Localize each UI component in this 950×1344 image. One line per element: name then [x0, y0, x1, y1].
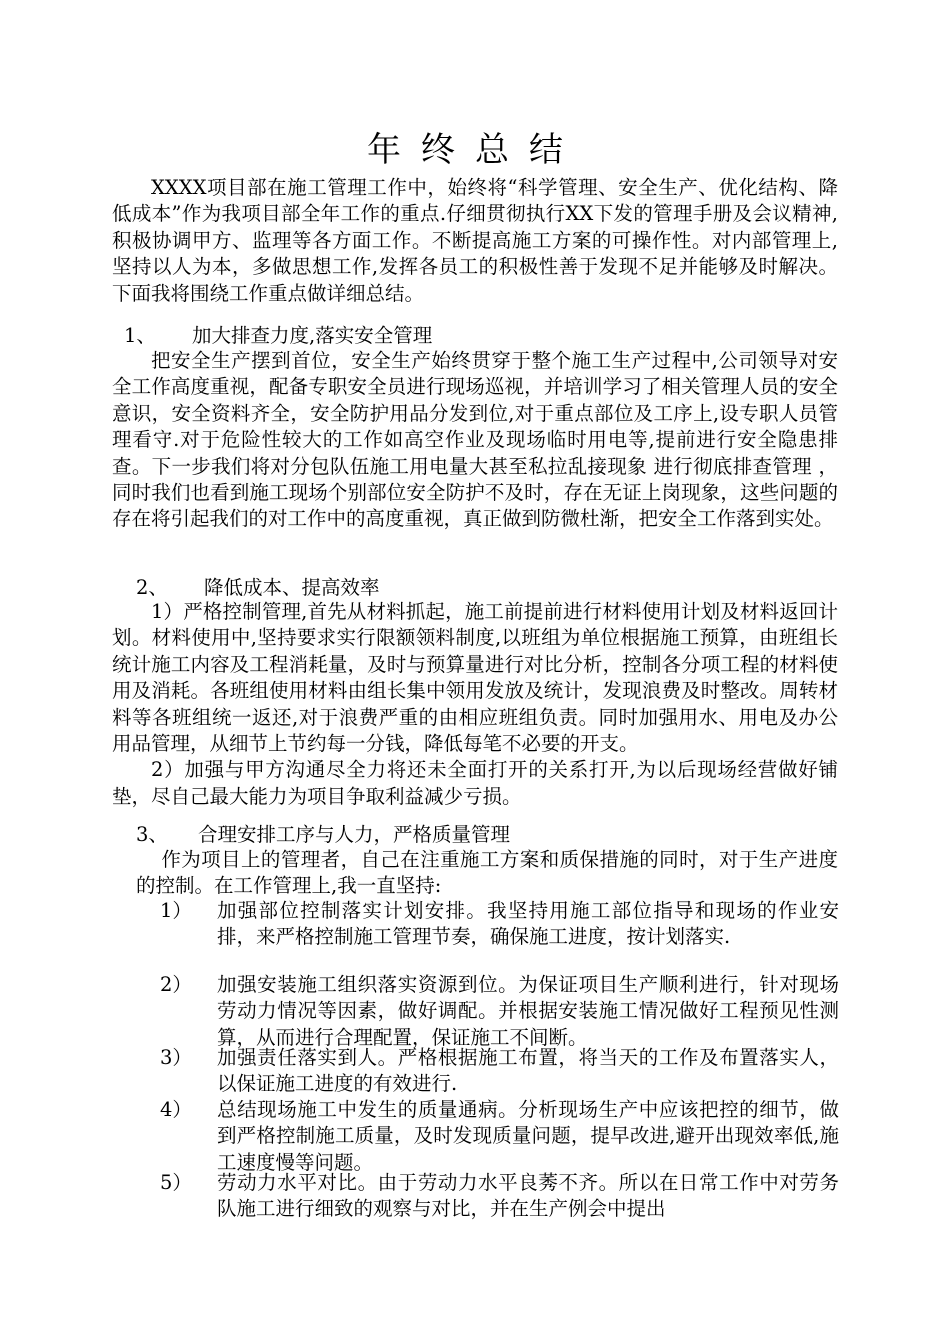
- section-2-body: [112, 599, 838, 810]
- section-2-title: 降低成本、提高效率: [204, 576, 380, 599]
- section-2-paragraph-1: 1）严格控制管理,首先从材料抓起，施工前提前进行材料使用计划及材料返回计划。材料使用中,坚持要求实行限额领料制度,以班组为单位根据施工预算，由班组长统计施工内容及工程消耗量，及时与预算量进行对比分析，控制各分项工程的材料使用及消耗。各班组使用材料由组长集中领用发放及统计，发现浪费及时整改。周转材料等各班组统一返还,对于浪费严重的由相应班组负责。同时加强用水、用电及办公用品管理，从细节上节约每一分钱，降低每笔不必要的开支。: [112, 600, 838, 756]
- list-item-4-number: 4）: [160, 1098, 192, 1121]
- section-3-paragraph: 作为项目上的管理者，自己在注重施工方案和质保措施的同时，对于生产进度的控制。在工作管理上,我一直坚持:: [136, 848, 838, 898]
- section-1-body: [112, 348, 838, 533]
- section-2-paragraph-2: 2）加强与甲方沟通尽全力将还未全面打开的关系打开,为以后现场经营做好铺垫，尽自己最大能力为项目争取利益减少亏损。: [112, 758, 838, 808]
- list-item-1-text: 加强部位控制落实计划安排。我坚持用施工部位指导和现场的作业安排，来严格控制施工管理节奏，确保施工进度，按计划落实.: [217, 899, 839, 949]
- section-2-heading: [136, 575, 380, 601]
- list-item-2-number: 2）: [160, 973, 192, 996]
- section-1-heading: [124, 323, 432, 349]
- list-item-5-number: 5）: [160, 1171, 192, 1194]
- section-3-body: [136, 847, 838, 900]
- section-3-number: 3、: [136, 823, 168, 846]
- section-1-title: 加大排查力度,落实安全管理: [192, 324, 433, 347]
- list-item-5-text: 劳动力水平对比。由于劳动力水平良莠不齐。所以在日常工作中对劳务队施工进行细致的观察与对比，并在生产例会中提出: [217, 1171, 839, 1221]
- section-1-paragraph: 把安全生产摆到首位，安全生产始终贯穿于整个施工生产过程中,公司领导对安全工作高度重视，配备专职安全员进行现场巡视，并培训学习了相关管理人员的安全意识，安全资料齐全，安全防护用品分发到位,对于重点部位及工序上,设专职人员管理看守.对于危险性较大的工作如高空作业及现场临时用电等,提前进行安全隐患排查。下一步我们将对分包队伍施工用电量大甚至私拉乱接现象 进行彻底排查管理 ，同时我们也看到施工现场个别部位安全防护不及时，存在无证上岗现象，这些问题的存在将引起我们的对工作中的高度重视，真正做到防微杜渐，把安全工作落到实处。: [112, 349, 838, 531]
- section-3-title: 合理安排工序与人力，严格质量管理: [198, 823, 511, 846]
- list-item-1-number: 1）: [160, 899, 192, 922]
- document-title: 年终总结: [367, 130, 583, 170]
- list-item-2-text: 加强安装施工组织落实资源到位。为保证项目生产顺利进行，针对现场劳动力情况等因素，做好调配。并根据安装施工情况做好工程预见性测算，从而进行合理配置，保证施工不间断。: [217, 973, 839, 1049]
- section-1-number: 1、: [124, 324, 156, 347]
- intro-paragraph: [112, 175, 838, 307]
- section-3-heading: [136, 822, 510, 848]
- list-item-3-number: 3）: [160, 1046, 192, 1069]
- section-2-number: 2、: [136, 576, 168, 599]
- intro-text: XXXX项目部在施工管理工作中，始终将“科学管理、安全生产、优化结构、降低成本”作为我项目部全年工作的重点.仔细贯彻执行XX下发的管理手册及会议精神,积极协调甲方、监理等各方面工作。不断提高施工方案的可操作性。对内部管理上,坚持以人为本，多做思想工作,发挥各员工的积极性善于发现不足并能够及时解决。下面我将围绕工作重点做详细总结。: [112, 176, 838, 305]
- list-item-4-text: 总结现场施工中发生的质量通病。分析现场生产中应该把控的细节，做到严格控制施工质量，及时发现质量问题，提早改进,避开出现效率低,施工速度慢等问题。: [217, 1098, 839, 1174]
- list-item-3-text: 加强责任落实到人。严格根据施工布置，将当天的工作及布置落实人，以保证施工进度的有效进行.: [217, 1046, 839, 1096]
